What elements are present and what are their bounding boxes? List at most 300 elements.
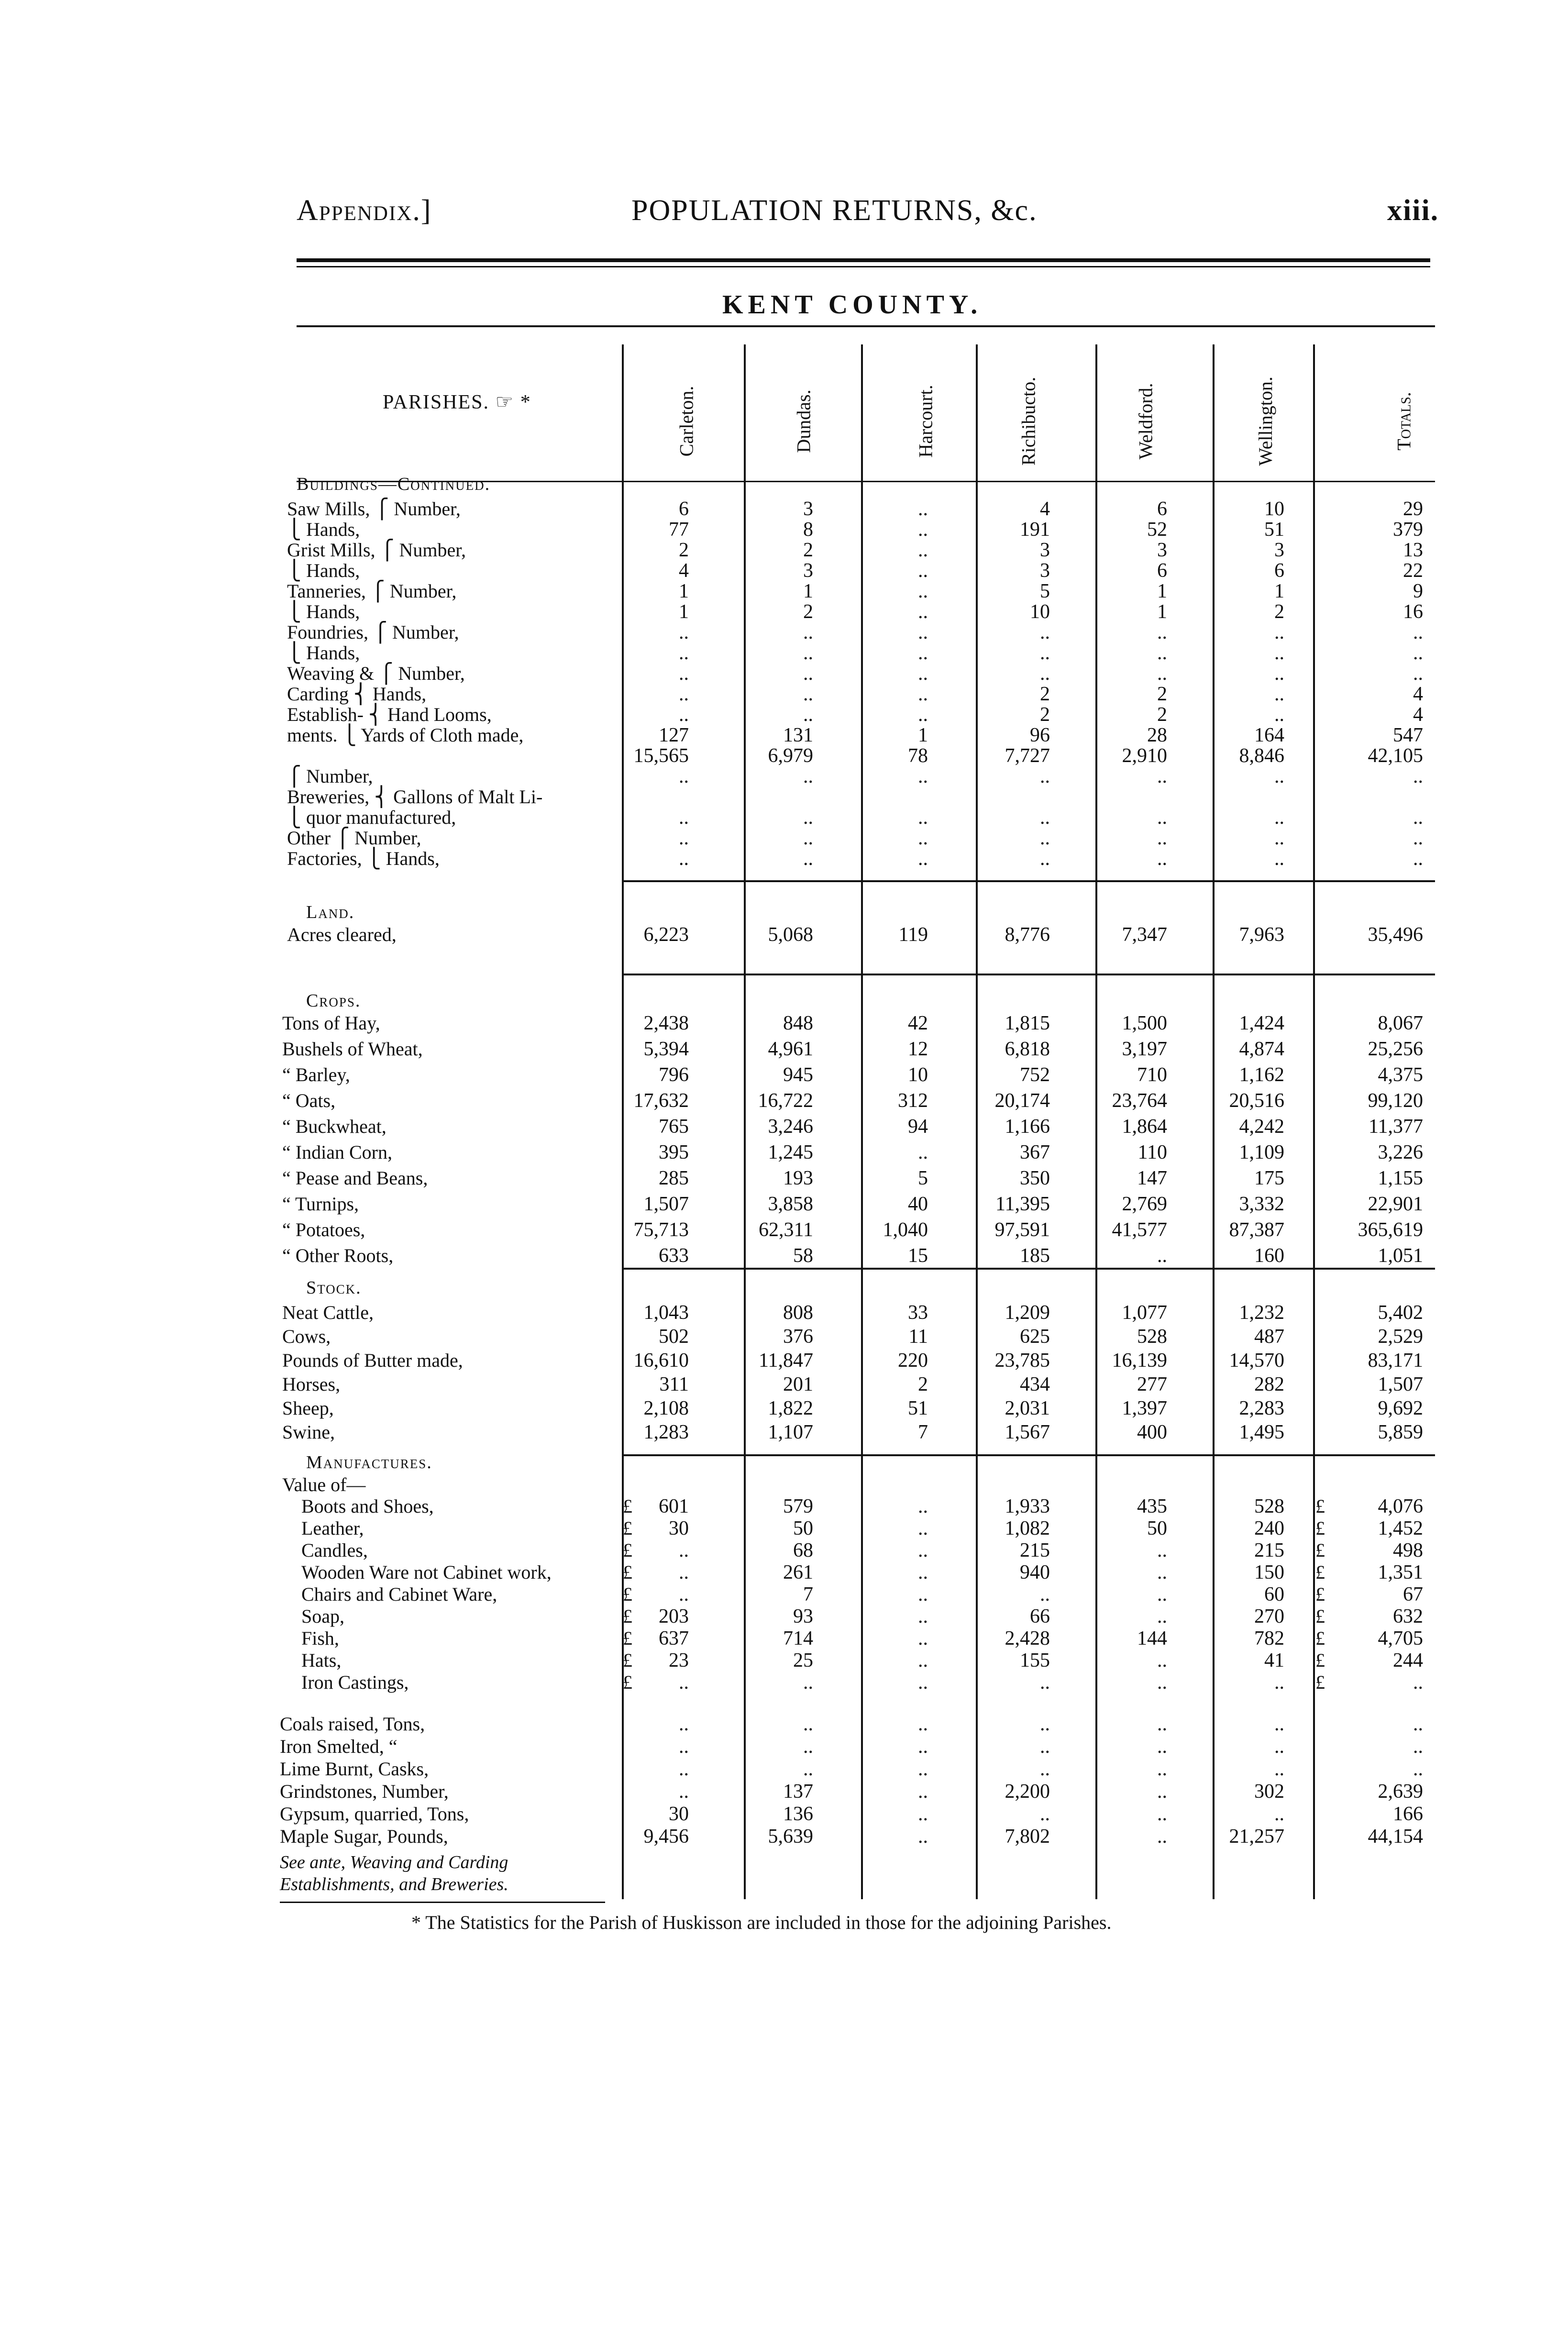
table-cell: 637 — [659, 1627, 689, 1649]
table-cell: 137 — [783, 1781, 813, 1803]
table-cell: 51 — [908, 1397, 928, 1419]
row-label: ⎩ Hands, — [287, 601, 360, 622]
table-cell: 2,910 — [1122, 745, 1167, 767]
table-cell: 68 — [793, 1539, 813, 1561]
row-label: Foundries, ⎧ Number, — [287, 621, 459, 643]
row-label: “ Potatoes, — [282, 1219, 365, 1240]
row-label: Sheep, — [282, 1397, 334, 1419]
pound-sign: £ — [623, 1539, 632, 1561]
table-cell: 632 — [1393, 1605, 1423, 1627]
row-label: Candles, — [301, 1539, 368, 1561]
table-cell: .. — [1040, 621, 1050, 643]
table-cell: 714 — [783, 1627, 813, 1649]
table-cell: .. — [918, 621, 928, 643]
table-cell: .. — [1157, 1605, 1167, 1627]
row-label: Chairs and Cabinet Ware, — [301, 1583, 497, 1605]
table-cell: 160 — [1254, 1245, 1284, 1267]
table-cell: .. — [1157, 1781, 1167, 1803]
table-cell: 50 — [1147, 1517, 1167, 1539]
table-cell: 51 — [1264, 519, 1284, 541]
table-cell: .. — [1040, 1803, 1050, 1825]
table-cell: .. — [918, 539, 928, 561]
rule-before-crops — [622, 974, 1435, 975]
table-cell: 1,351 — [1378, 1561, 1423, 1583]
table-cell: 1,245 — [768, 1141, 813, 1163]
col-head-weldford: Weldford. — [1135, 382, 1157, 460]
table-cell: 2 — [1040, 704, 1050, 726]
row-label: ⎩ Hands, — [287, 642, 360, 664]
table-cell: 6 — [679, 498, 689, 520]
table-title: KENT COUNTY. — [722, 290, 983, 320]
pound-sign: £ — [623, 1671, 632, 1693]
table-cell: .. — [1157, 663, 1167, 685]
table-cell: 21,257 — [1229, 1826, 1284, 1848]
table-cell: .. — [1413, 1758, 1423, 1780]
table-cell: 3,858 — [768, 1193, 813, 1215]
table-cell: 4,242 — [1239, 1116, 1284, 1138]
table-cell: 1,077 — [1122, 1302, 1167, 1324]
table-cell: 782 — [1254, 1627, 1284, 1649]
table-cell: .. — [918, 1539, 928, 1561]
table-cell: 215 — [1254, 1539, 1284, 1561]
table-cell: 10 — [1264, 498, 1284, 520]
table-cell: 10 — [1030, 601, 1050, 623]
table-cell: 144 — [1137, 1627, 1167, 1649]
table-cell: 8 — [803, 519, 813, 541]
table-cell: 1,567 — [1005, 1421, 1050, 1443]
rule-before-stock — [622, 1268, 1435, 1270]
table-cell: .. — [918, 807, 928, 829]
table-cell: 502 — [659, 1326, 689, 1348]
table-cell: 5,394 — [643, 1038, 689, 1060]
table-cell: 2 — [1274, 601, 1284, 623]
table-cell: 7 — [803, 1583, 813, 1605]
table-cell: 3 — [803, 560, 813, 582]
table-cell: 2 — [1040, 683, 1050, 705]
table-cell: .. — [1040, 807, 1050, 829]
table-cell: .. — [679, 848, 689, 870]
table-cell: .. — [1413, 1671, 1423, 1693]
table-cell: 83,171 — [1368, 1350, 1423, 1372]
table-cell: 808 — [783, 1302, 813, 1324]
table-cell: .. — [679, 827, 689, 849]
row-label: Horses, — [282, 1373, 341, 1395]
table-cell: 1,500 — [1122, 1012, 1167, 1034]
table-cell: .. — [679, 621, 689, 643]
table-cell: 848 — [783, 1012, 813, 1034]
table-cell: 2 — [803, 539, 813, 561]
row-label: Leather, — [301, 1517, 364, 1539]
table-cell: .. — [1157, 1671, 1167, 1693]
table-cell: 164 — [1254, 724, 1284, 746]
row-label: “ Oats, — [282, 1090, 336, 1111]
table-cell: 127 — [659, 724, 689, 746]
table-cell: 8,067 — [1378, 1012, 1423, 1034]
table-cell: 1,209 — [1005, 1302, 1050, 1324]
row-label: Grist Mills, ⎧ Number, — [287, 539, 466, 561]
table-cell: .. — [1413, 1736, 1423, 1758]
table-cell: 97,591 — [994, 1219, 1050, 1241]
table-cell: 1,051 — [1378, 1245, 1423, 1267]
table-cell: 50 — [793, 1517, 813, 1539]
see-note-rule — [280, 1902, 605, 1903]
table-cell: 4 — [1040, 498, 1050, 520]
table-cell: .. — [679, 1713, 689, 1735]
table-cell: 191 — [1020, 519, 1050, 541]
table-cell: 30 — [669, 1803, 689, 1825]
table-cell: .. — [918, 1495, 928, 1517]
row-label: Other ⎧ Number, — [287, 827, 421, 849]
table-cell: 23 — [669, 1649, 689, 1671]
table-cell: 2 — [803, 601, 813, 623]
table-cell: 30 — [669, 1517, 689, 1539]
table-cell: 16,610 — [633, 1350, 689, 1372]
table-cell: 150 — [1254, 1561, 1284, 1583]
table-cell: .. — [1274, 663, 1284, 685]
table-cell: 3,197 — [1122, 1038, 1167, 1060]
table-cell: 350 — [1020, 1167, 1050, 1189]
table-cell: 75,713 — [633, 1219, 689, 1241]
table-cell: .. — [1157, 1245, 1167, 1267]
table-cell: 379 — [1393, 519, 1423, 541]
pound-sign: £ — [1315, 1517, 1325, 1539]
row-label: Boots and Shoes, — [301, 1495, 434, 1517]
table-cell: 1,507 — [1378, 1373, 1423, 1395]
table-cell: 1 — [1157, 601, 1167, 623]
table-cell: .. — [918, 1736, 928, 1758]
table-cell: 41 — [1264, 1649, 1284, 1671]
table-cell: 434 — [1020, 1373, 1050, 1395]
table-cell: .. — [803, 1736, 813, 1758]
table-cell: 4 — [1413, 683, 1423, 705]
table-cell: .. — [1413, 663, 1423, 685]
row-label: ⎩ Hands, — [287, 560, 360, 581]
table-cell: 3 — [1040, 539, 1050, 561]
table-cell: 15,565 — [633, 745, 689, 767]
table-cell: 99,120 — [1368, 1090, 1423, 1112]
table-cell: .. — [918, 519, 928, 541]
table-cell: 765 — [659, 1116, 689, 1138]
pound-sign: £ — [1315, 1671, 1325, 1693]
row-label: Breweries, ⎨ Gallons of Malt Li- — [287, 786, 543, 808]
pound-sign: £ — [623, 1583, 632, 1605]
table-cell: .. — [1157, 765, 1167, 787]
table-cell: 15 — [908, 1245, 928, 1267]
table-cell: .. — [679, 642, 689, 664]
table-cell: .. — [918, 1627, 928, 1649]
table-cell: 311 — [659, 1373, 689, 1395]
table-cell: 14,570 — [1229, 1350, 1284, 1372]
table-cell: .. — [1274, 827, 1284, 849]
pound-sign: £ — [623, 1495, 632, 1517]
table-cell: 1,166 — [1005, 1116, 1050, 1138]
table-cell: 93 — [793, 1605, 813, 1627]
section-manufactures: Manufactures. — [306, 1452, 432, 1472]
table-cell: 2,031 — [1005, 1397, 1050, 1419]
table-cell: .. — [918, 642, 928, 664]
table-cell: 28 — [1147, 724, 1167, 746]
table-cell: 2 — [918, 1373, 928, 1395]
table-cell: .. — [1413, 827, 1423, 849]
table-cell: .. — [918, 1781, 928, 1803]
row-label: Tanneries, ⎧ Number, — [287, 580, 457, 602]
row-label: Hats, — [301, 1649, 342, 1671]
table-cell: .. — [918, 765, 928, 787]
table-cell: 6 — [1274, 560, 1284, 582]
table-cell: .. — [1157, 1649, 1167, 1671]
table-cell: .. — [918, 704, 928, 726]
table-cell: 119 — [898, 924, 928, 946]
table-cell: .. — [918, 1649, 928, 1671]
table-cell: 945 — [783, 1064, 813, 1086]
table-cell: 11,377 — [1369, 1116, 1423, 1138]
table-cell: 6,818 — [1005, 1038, 1050, 1060]
table-cell: .. — [679, 1758, 689, 1780]
table-cell: 41,577 — [1112, 1219, 1167, 1241]
row-label: Pounds of Butter made, — [282, 1350, 463, 1371]
col-head-wellington: Wellington. — [1254, 376, 1276, 466]
table-cell: 11,395 — [995, 1193, 1050, 1215]
table-cell: .. — [1274, 1736, 1284, 1758]
pound-sign: £ — [623, 1649, 632, 1671]
row-label: Swine, — [282, 1421, 335, 1443]
table-cell: .. — [1157, 1803, 1167, 1825]
table-cell: 4 — [679, 560, 689, 582]
table-cell: 136 — [783, 1803, 813, 1825]
table-cell: 1,109 — [1239, 1141, 1284, 1163]
table-cell: 58 — [793, 1245, 813, 1267]
table-cell: 42,105 — [1368, 745, 1423, 767]
table-cell: 633 — [659, 1245, 689, 1267]
table-cell: .. — [679, 765, 689, 787]
col-head-totals: Totals. — [1393, 391, 1415, 451]
table-cell: .. — [1157, 827, 1167, 849]
table-cell: .. — [1157, 1826, 1167, 1848]
table-cell: 20,174 — [994, 1090, 1050, 1112]
table-cell: .. — [679, 1583, 689, 1605]
pound-sign: £ — [1315, 1495, 1325, 1517]
table-cell: .. — [918, 1561, 928, 1583]
table-cell: .. — [1274, 642, 1284, 664]
table-cell: 6 — [1157, 560, 1167, 582]
table-cell: 7,727 — [1005, 745, 1050, 767]
title-rule — [297, 325, 1435, 327]
table-cell: 3 — [1040, 560, 1050, 582]
table-cell: 282 — [1254, 1373, 1284, 1395]
table-cell: .. — [918, 663, 928, 685]
col-rule-7 — [1313, 344, 1315, 1899]
table-cell: 23,764 — [1112, 1090, 1167, 1112]
table-cell: .. — [918, 560, 928, 582]
table-cell: 2,639 — [1378, 1781, 1423, 1803]
table-cell: 2,108 — [643, 1397, 689, 1419]
table-cell: .. — [1274, 848, 1284, 870]
table-cell: 579 — [783, 1495, 813, 1517]
table-cell: .. — [1157, 621, 1167, 643]
row-label: Iron Smelted, “ — [280, 1736, 398, 1757]
table-cell: .. — [918, 601, 928, 623]
table-cell: 5,402 — [1378, 1302, 1423, 1324]
table-cell: 11,847 — [759, 1350, 813, 1372]
table-cell: 52 — [1147, 519, 1167, 541]
table-cell: .. — [918, 1826, 928, 1848]
table-cell: 4 — [1413, 704, 1423, 726]
rule-before-manufactures — [622, 1454, 1435, 1456]
table-cell: 215 — [1020, 1539, 1050, 1561]
table-cell: 752 — [1020, 1064, 1050, 1086]
row-label: Factories, ⎩ Hands, — [287, 848, 440, 869]
table-cell: 312 — [898, 1090, 928, 1112]
table-cell: 1,155 — [1378, 1167, 1423, 1189]
pound-sign: £ — [1315, 1627, 1325, 1649]
table-cell: .. — [1274, 683, 1284, 705]
table-cell: 8,846 — [1239, 745, 1284, 767]
row-label: Establish- ⎨ Hand Looms, — [287, 704, 492, 725]
table-cell: .. — [1157, 1713, 1167, 1735]
table-cell: 33 — [908, 1302, 928, 1324]
row-label: Gypsum, quarried, Tons, — [280, 1803, 469, 1825]
table-cell: .. — [918, 1758, 928, 1780]
section-stock: Stock. — [306, 1278, 362, 1298]
table-cell: 220 — [898, 1350, 928, 1372]
table-cell: .. — [679, 704, 689, 726]
table-cell: .. — [1040, 765, 1050, 787]
table-cell: 5 — [918, 1167, 928, 1189]
pound-sign: £ — [1315, 1561, 1325, 1583]
table-cell: .. — [1413, 765, 1423, 787]
table-cell: .. — [803, 765, 813, 787]
row-label: Iron Castings, — [301, 1671, 409, 1693]
table-cell: .. — [1274, 1803, 1284, 1825]
table-cell: 96 — [1030, 724, 1050, 746]
table-cell: .. — [1157, 642, 1167, 664]
table-cell: .. — [679, 663, 689, 685]
table-cell: .. — [1040, 1736, 1050, 1758]
table-cell: .. — [679, 1736, 689, 1758]
row-label: Coals raised, Tons, — [280, 1713, 425, 1735]
table-cell: .. — [1274, 1713, 1284, 1735]
table-cell: 62,311 — [759, 1219, 813, 1241]
table-cell: .. — [1040, 1713, 1050, 1735]
table-cell: 67 — [1403, 1583, 1423, 1605]
table-cell: 376 — [783, 1326, 813, 1348]
col-head-carleton: Carleton. — [675, 386, 697, 456]
section-crops: Crops. — [306, 991, 361, 1011]
table-cell: 7,963 — [1239, 924, 1284, 946]
table-cell: 16,722 — [758, 1090, 813, 1112]
row-label: “ Buckwheat, — [282, 1116, 386, 1137]
table-cell: 25 — [793, 1649, 813, 1671]
table-cell: 1 — [679, 601, 689, 623]
table-cell: 940 — [1020, 1561, 1050, 1583]
pound-sign: £ — [623, 1605, 632, 1627]
row-label: Cows, — [282, 1326, 331, 1347]
value-of-label: Value of— — [282, 1474, 366, 1495]
see-note: See ante, Weaving and Carding Establishments, and Breweries. — [280, 1852, 508, 1894]
table-cell: 367 — [1020, 1141, 1050, 1163]
table-cell: 131 — [783, 724, 813, 746]
table-cell: .. — [1157, 848, 1167, 870]
table-cell: .. — [918, 1605, 928, 1627]
table-cell: .. — [918, 848, 928, 870]
table-cell: 1 — [803, 580, 813, 602]
table-cell: .. — [679, 807, 689, 829]
table-cell: 5,639 — [768, 1826, 813, 1848]
table-cell: 528 — [1254, 1495, 1284, 1517]
table-cell: 3 — [803, 498, 813, 520]
table-cell: 3,332 — [1239, 1193, 1284, 1215]
table-cell: 270 — [1254, 1605, 1284, 1627]
table-cell: 1,232 — [1239, 1302, 1284, 1324]
table-cell: 60 — [1264, 1583, 1284, 1605]
table-cell: 13 — [1403, 539, 1423, 561]
row-label: Neat Cattle, — [282, 1302, 374, 1323]
table-cell: .. — [803, 807, 813, 829]
table-cell: .. — [1274, 704, 1284, 726]
table-cell: 6,979 — [768, 745, 813, 767]
table-cell: 87,387 — [1229, 1219, 1284, 1241]
row-label: Lime Burnt, Casks, — [280, 1758, 429, 1780]
table-cell: 4,961 — [768, 1038, 813, 1060]
table-cell: 244 — [1393, 1649, 1423, 1671]
section-land: Land. — [306, 902, 355, 922]
table-cell: .. — [803, 704, 813, 726]
table-cell: 66 — [1030, 1605, 1050, 1627]
table-cell: .. — [1157, 1539, 1167, 1561]
pound-sign: £ — [1315, 1605, 1325, 1627]
table-cell: .. — [803, 1713, 813, 1735]
table-cell: 7,347 — [1122, 924, 1167, 946]
table-cell: .. — [918, 1141, 928, 1163]
col-head-harcourt: Harcourt. — [915, 384, 937, 458]
table-cell: 1,283 — [643, 1421, 689, 1443]
table-cell: .. — [1157, 1583, 1167, 1605]
row-label: Weaving & ⎧ Number, — [287, 663, 465, 684]
table-cell: .. — [1274, 765, 1284, 787]
row-label: Wooden Ware not Cabinet work, — [301, 1561, 552, 1583]
table-cell: 3 — [1274, 539, 1284, 561]
table-cell: 1 — [1274, 580, 1284, 602]
table-cell: 4,705 — [1378, 1627, 1423, 1649]
table-cell: 1,495 — [1239, 1421, 1284, 1443]
table-cell: 1,507 — [643, 1193, 689, 1215]
table-cell: .. — [803, 683, 813, 705]
table-cell: .. — [1413, 621, 1423, 643]
col-head-richibucto: Richibucto. — [1017, 376, 1039, 465]
table-cell: .. — [1040, 663, 1050, 685]
table-cell: 6,223 — [643, 924, 689, 946]
table-cell: 4,874 — [1239, 1038, 1284, 1060]
table-cell: 5,859 — [1378, 1421, 1423, 1443]
table-cell: .. — [918, 498, 928, 520]
table-cell: 147 — [1137, 1167, 1167, 1189]
table-cell: .. — [1413, 848, 1423, 870]
table-cell: 175 — [1254, 1167, 1284, 1189]
table-cell: 1 — [918, 724, 928, 746]
table-cell: 400 — [1137, 1421, 1167, 1443]
table-cell: 3,226 — [1378, 1141, 1423, 1163]
table-cell: 240 — [1254, 1517, 1284, 1539]
table-cell: 16,139 — [1112, 1350, 1167, 1372]
table-cell: .. — [679, 683, 689, 705]
table-cell: 2,529 — [1378, 1326, 1423, 1348]
table-cell: 1 — [679, 580, 689, 602]
table-cell: 261 — [783, 1561, 813, 1583]
table-cell: 2,200 — [1005, 1781, 1050, 1803]
table-cell: 6 — [1157, 498, 1167, 520]
row-label: Carding ⎨ Hands, — [287, 683, 427, 705]
table-cell: .. — [1040, 642, 1050, 664]
